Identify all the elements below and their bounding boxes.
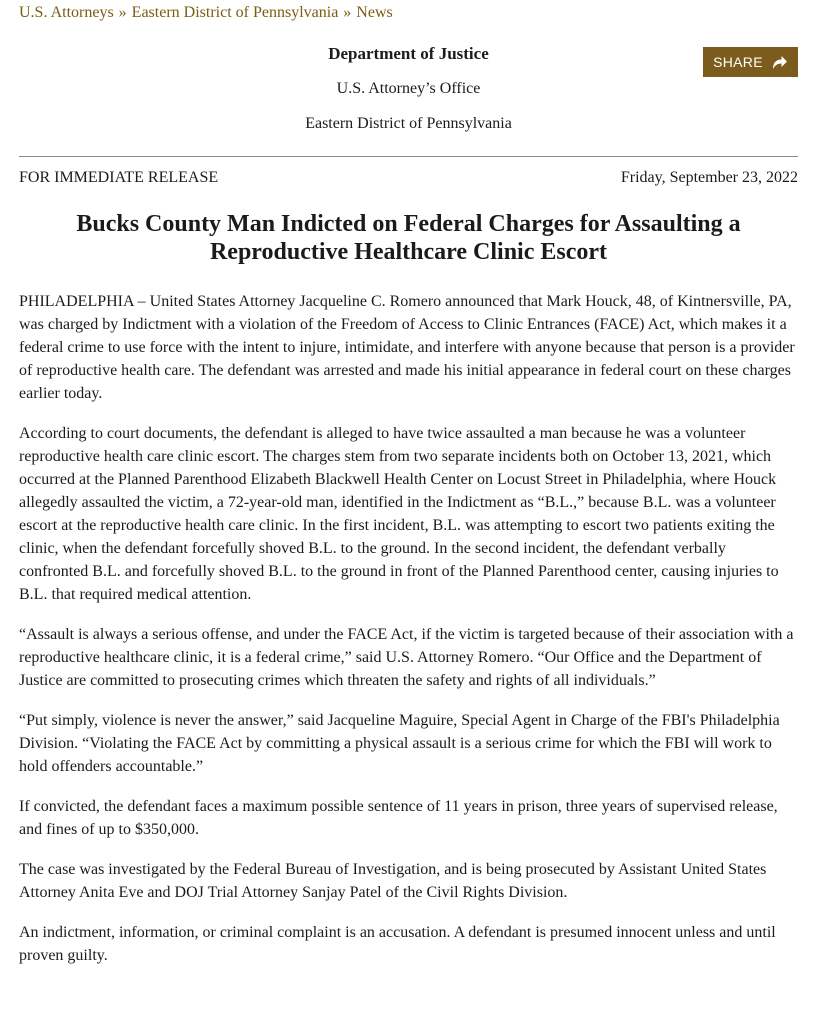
article-paragraph: PHILADELPHIA – United States Attorney Jacqueline C. Romero announced that Mark Houck, 48, of Kintnersville, PA, was charged by Indictment with a violation of the Freedom of Access to Clinic Entrances (FACE) Act, which makes it a federal crime to use force with the intent to injure, intimidate, and interfere with anyone because that person is a provider of reproductive health care. The defendant was arrested and made his initial appearance in federal court on these charges earlier today. [19,293,795,402]
district-name: Eastern District of Pennsylvania [305,115,512,132]
article-paragraph: If convicted, the defendant faces a maximum possible sentence of 11 years in prison, three years of supervised release, and fines of up to $350,000. [19,798,778,838]
release-info [19,168,798,188]
release-date: Friday, September 23, 2022 [620,169,798,186]
article-body [19,290,798,984]
share-label: SHARE [713,54,763,70]
article-paragraph: The case was investigated by the Federal Bureau of Investigation, and is being prosecuted by Assistant United States Attorney Anita Eve and DOJ Trial Attorney Sanjay Patel of the Civil Rights Division. [19,861,767,901]
article-paragraph: An indictment, information, or criminal complaint is an accusation. A defendant is presumed innocent unless and until proven guilty. [19,924,776,964]
header-divider [19,156,798,157]
breadcrumb-link-us-attorneys[interactable]: U.S. Attorneys [19,4,114,21]
breadcrumb-link-news[interactable]: News [356,4,393,21]
breadcrumb-separator: » [118,4,127,21]
breadcrumb-link-eastern-district[interactable]: Eastern District of Pennsylvania [131,4,339,21]
article-paragraph: “Assault is always a serious offense, and under the FACE Act, if the victim is targeted because of their association with a reproductive healthcare clinic, it is a federal crime,” said U.S. Attorney Romero. “Our Office and the Department of Justice are committed to prosecuting crimes which threaten the safety and rights of all individuals.” [19,626,794,689]
office-header [19,44,798,134]
article-title: Bucks County Man Indicted on Federal Charges for Assaulting a Reproductive Healthcare Clinic Escort [76,211,741,265]
share-arrow-icon [770,54,788,70]
breadcrumb-separator: » [343,4,352,21]
release-label: FOR IMMEDIATE RELEASE [19,169,219,186]
office-name: U.S. Attorney’s Office [336,80,481,97]
article-paragraph: According to court documents, the defendant is alleged to have twice assaulted a man because he was a volunteer reproductive health care clinic escort. The charges stem from two separate incidents both on October 13, 2021, which occurred at the Planned Parenthood Elizabeth Blackwell Health Center on Locust Street in Philadelphia, where Houck allegedly assaulted the victim, a 72-year-old man, identified in the Indictment as “B.L.,” because B.L. was a volunteer escort at the reproductive health care clinic. In the first incident, B.L. was attempting to escort two patients exiting the clinic, when the defendant forcefully shoved B.L. to the ground. In the second incident, the defendant verbally confronted B.L. and forcefully shoved B.L. to the ground in front of the Planned Parenthood center, causing injuries to B.L. that required medical attention. [19,425,779,603]
share-button[interactable] [703,47,798,77]
breadcrumb [19,4,393,22]
article-paragraph: “Put simply, violence is never the answer,” said Jacqueline Maguire, Special Agent in Charge of the FBI's Philadelphia Division. “Violating the FACE Act by committing a physical assault is a serious crime for which the FBI will work to hold offenders accountable.” [19,712,780,775]
department-name: Department of Justice [328,44,489,63]
